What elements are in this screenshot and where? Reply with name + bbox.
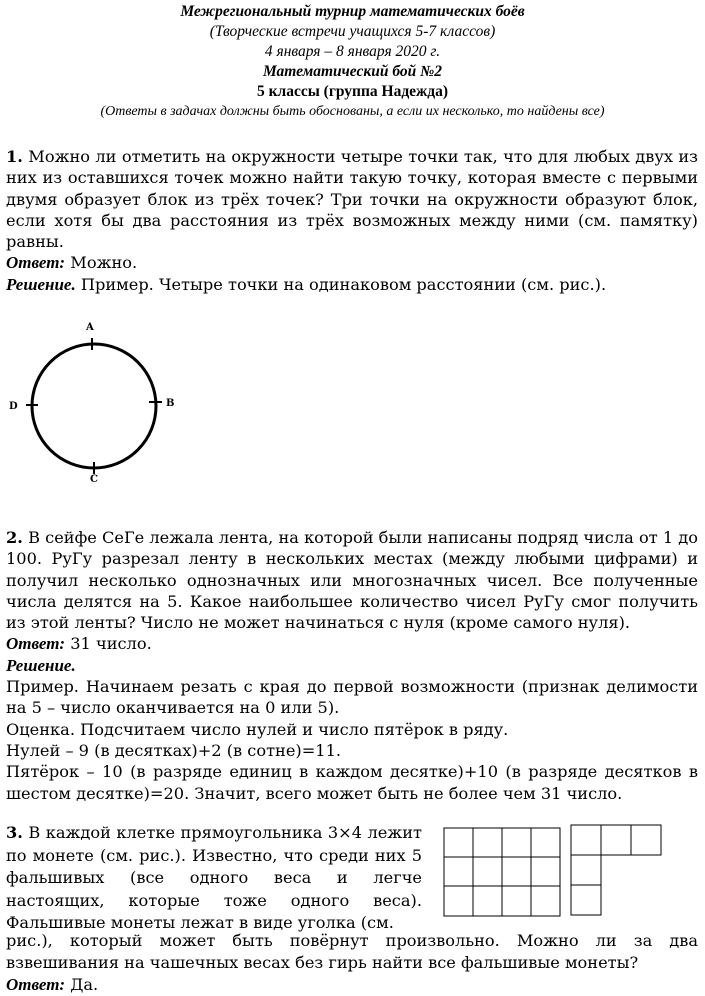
solution-label: Решение.: [6, 274, 76, 294]
page-header: [0, 2, 705, 122]
point-c-label: C: [90, 474, 98, 485]
solution-line: Пример. Начинаем резать с края до первой возможности (признак делимости на 5 – число оканчивается на 0 или 5).: [6, 677, 698, 718]
grid-3x4-figure: [443, 824, 563, 919]
tournament-title: Межрегиональный турнир математических боёв: [180, 3, 525, 20]
answer-label: Ответ:: [6, 253, 66, 273]
problem-1-number: 1.: [6, 147, 23, 166]
problem-3-answer: [6, 974, 698, 996]
header-note: (Ответы в задачах должны быть обоснованы, а если их несколько, то найдены все): [100, 104, 605, 119]
solution-text: Пример. Четыре точки на одинаковом расстоянии (см. рис.).: [80, 274, 607, 294]
problem-2-number: 2.: [6, 528, 23, 547]
answer-label: Ответ:: [6, 975, 66, 994]
tournament-dates: 4 января – 8 января 2020 г.: [264, 43, 441, 60]
point-a-label: A: [86, 322, 94, 333]
problem-1-statement: [6, 146, 698, 252]
problem-3-statement-part1: [6, 822, 422, 935]
problem-1: [6, 146, 698, 295]
point-d-label: D: [9, 401, 18, 412]
problem-1-text: Можно ли отметить на окружности четыре точки так, что для любых двух из них из оставшихся точек можно найти такую точку, которая вместе с первыми двумя образует блок из трёх точек? Три точки на окружности образуют блок, если хотя бы два расстояния из трёх возможных между ними (см. памятку) равны.: [6, 147, 698, 252]
problem-2-solution-heading: [6, 655, 698, 676]
battle-title: Математический бой №2: [262, 63, 443, 80]
corner-shape-figure: [570, 824, 666, 919]
problem-3-text: В каждой клетке прямоугольника 3×4 лежит по монете (см. рис.). Известно, что среди них 5 фальшивых (все одного веса и легче настоящих, которые тоже одного веса). Фальшивые монеты лежат в виде уголка (см.: [6, 823, 422, 932]
problem-1-solution: [6, 274, 698, 295]
problem-3-number: 3.: [6, 823, 23, 842]
solution-line: Пятёрок – 10 (в разряде единиц в каждом десятке)+10 (в разряде десятков в шестом десятке)=20. Значит, всего может быть не более чем 31 число.: [6, 762, 698, 803]
solution-line: Нулей – 9 (в десятках)+2 (в сотне)=11.: [6, 740, 342, 760]
problem-2: [6, 527, 698, 804]
problem-2-statement: [6, 527, 698, 633]
problem-3-statement-part2: [6, 930, 698, 996]
solution-label: Решение.: [6, 655, 76, 675]
problem-2-answer: [6, 633, 698, 654]
circle: [32, 344, 156, 468]
answer-label: Ответ:: [6, 634, 66, 654]
problem-2-text: В сейфе СеГе лежала лента, на которой были написаны подряд числа от 1 до 100. РуГу разрезал ленту в нескольких местах (между любыми цифрами) и получил несколько однозначных или многозначных чисел. Все полученные числа делятся на 5. Какое наибольшее количество чисел РуГу смог получить из этой ленты? Число не может начинаться с нуля (кроме самого нуля).: [6, 528, 699, 633]
point-b-label: B: [166, 398, 175, 409]
tournament-subtitle: (Творческие встречи учащихся 5-7 классов): [209, 23, 496, 40]
circle-figure: [6, 318, 186, 488]
solution-line: Оценка. Подсчитаем число нулей и число пятёрок в ряду.: [6, 719, 509, 739]
answer-text: Да.: [70, 975, 99, 994]
answer-text: 31 число.: [70, 634, 152, 654]
problem-1-answer: [6, 252, 698, 273]
answer-text: Можно.: [70, 253, 138, 273]
problem-3-text-continued: рис.), который может быть повёрнут произвольно. Можно ли за два взвешивания на чашечных весах без гирь найти все фальшивые монеты?: [6, 931, 698, 972]
group-title: 5 классы (группа Надежда): [256, 83, 449, 100]
